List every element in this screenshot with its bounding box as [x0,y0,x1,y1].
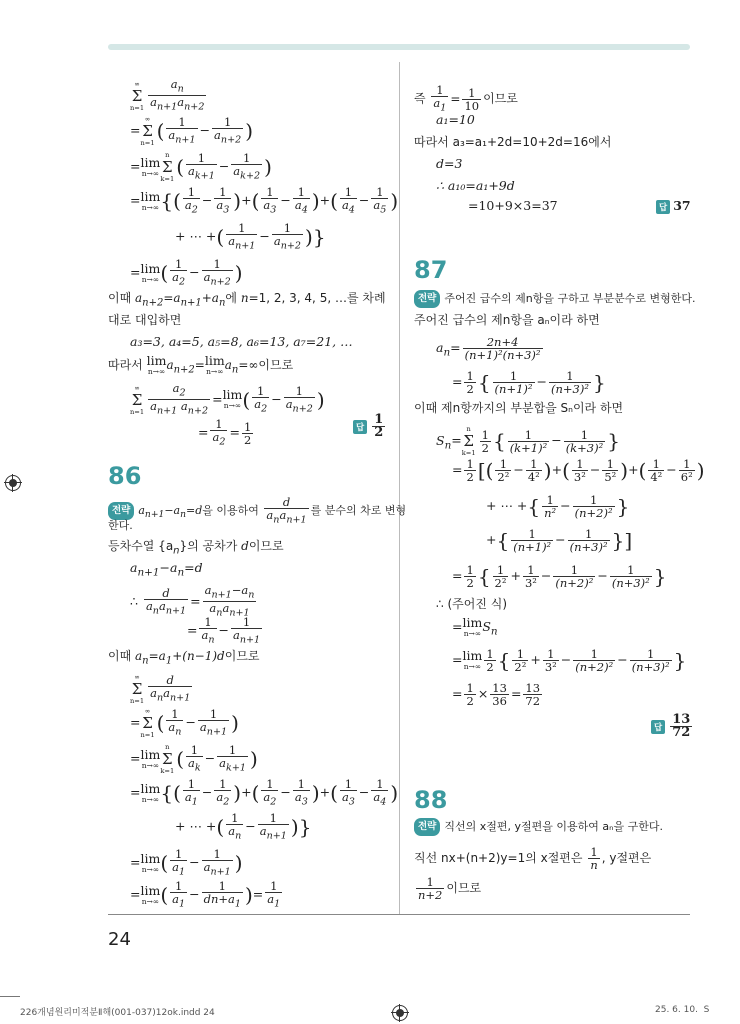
eq-85-line2: =∞ Σ n=1 ( $\frac{1}{a_{n+1}}$ − $\frac{1}{a_{n+2}}$ ) [130,114,254,147]
eq-86-1: $a_{n+1}-a_n=d$ [130,560,203,579]
registration-mark-icon [5,475,21,491]
eq-86-7: = lim n→∞ {( $\frac{1}{a_1}$ − $\frac{1}{a_2}$ )+( $\frac{1}{a_2}$ − $\frac{1}{a_3}$ )+( $\frac{1}{a_3}$ − $\frac{1}{a_4}$ ) [130,777,399,808]
eq-85-line5: + ⋯ +( $\frac{1}{a_{n+1}}$ − $\frac{1}{a_{n+2}}$ )} [175,221,326,252]
eq-86-8: + ⋯ +( $\frac{1}{a_n}$ − $\frac{1}{a_{n+1}}$ )} [175,811,312,842]
text-85-2: 대로 대입하면 [108,313,182,327]
strategy-88: 전략 직선의 x절편, y절편을 이용하여 aₙ을 구한다. [414,818,663,836]
values-85: a₃=3, a₄=5, a₅=8, a₆=13, a₇=21, … [130,334,353,349]
eq-85-line6: = lim n→∞ ( $\frac{1}{a_2}$ − $\frac{1}{a_{n+2}}$ ) [130,257,243,288]
text-86-r3: 따라서 a₃=a₁+2d=10+2d=16에서 [414,135,612,149]
text-87-1: 주어진 급수의 제n항을 aₙ이라 하면 [414,313,600,327]
problem-87-number: 87 [414,256,448,284]
text-86-r4: d=3 [436,156,463,171]
text-86-r5: ∴ a₁₀=a₁+9d [436,178,515,193]
text-87-2: 이때 제n항까지의 부분합을 Sₙ이라 하면 [414,401,624,415]
text-87-3: ∴ (주어진 식) [436,597,507,611]
eq-87-10: = $\frac{1}{2}$ × $\frac{13}{36}$ = $\frac{13}{72}$ [452,681,541,708]
text-86-r1: 즉 $\frac{1}{a_1}$ = $\frac{1}{10}$ 이므로 [414,83,518,114]
bottom-rule [108,914,690,915]
eq-86-5: =∞ Σ n=1 ( $\frac{1}{a_n}$ − $\frac{1}{a_{n+1}}$ ) [130,706,239,739]
text-86-r6: =10+9×3=37 [468,198,558,213]
eq-86-4: ∞ Σ n=1 $\frac{d}{a_na_{n+1}}$ [130,672,191,705]
strategy-87: 전략 주어진 급수의 제n항을 구하고 부분분수로 변형한다. [414,290,695,308]
eq-87-1: $a_n=$ $\frac{2n+4}{\text{(n+1)²(n+3)²}}$ [436,335,541,362]
eq-86-3: = $\frac{1}{a_n}$ − $\frac{1}{a_{n+1}}$ [187,615,261,646]
eq-87-6: +{ $\frac{1}{\text{(n+1)²}}$ − $\frac{1}{\text{(n+3)²}}$ }] [486,527,633,554]
text-88-1: 직선 nx+(n+2)y=1의 x절편은 $\frac{1}{n}$ , y절편은 [414,845,652,872]
footer-filename: 226개념원리미적분Ⅱ해(001-037)12ok.indd 24 [20,1008,215,1018]
answer-87: 답 $\frac{13}{72}$ [651,714,694,739]
text-86-1: 등차수열 $\{a_n\}$의 공차가 d이므로 [108,539,284,557]
column-divider [399,62,400,914]
eq-87-2: = $\frac{1}{2}$ { $\frac{1}{\text{(n+1)²}}$ − $\frac{1}{\text{(n+3)²}}$ } [452,369,606,396]
problem-88-number: 88 [414,786,448,814]
text-85-1: 이때 $a_{n+2}=a_{n+1}+a_n$에 n=1, 2, 3, 4, 5, …를 차례 [108,291,386,309]
eq-85-line8: = $\frac{1}{a_2}$ = $\frac{1}{2}$ [198,417,252,448]
text-86-2: 이때 $a_n=a_1+(n-1)d$이므로 [108,649,260,667]
eq-87-5: + ⋯ +{ $\frac{1}{\text{n²}}$ − $\frac{1}{\text{(n+2)²}}$ } [486,493,630,520]
eq-85-line3: = lim n→∞ n Σ k=1 ( $\frac{1}{a_{k+1}}$ − $\frac{1}{a_{k+2}}$ ) [130,150,272,183]
eq-87-7: = $\frac{1}{2}$ { $\frac{1}{\text{2²}}$ + $\frac{1}{\text{3²}}$ − $\frac{1}{\text{(n+2)²}}$ − $\frac{1}{\text{(n+3)²}}$ } [452,563,667,590]
text-88-2: $\frac{1}{n+2}$ 이므로 [418,875,482,902]
answer-85: 답 $\frac{1}{2}$ [353,414,387,439]
eq-86-10: = lim n→∞ ( $\frac{1}{a_1}$ − $\frac{1}{dn+a_1}$ )= $\frac{1}{a_1}$ [130,879,281,910]
eq-87-8: = lim n→∞ $S_n$ [452,615,498,638]
header-bar [108,44,690,50]
eq-86-6: = lim n→∞ n Σ k=1 ( $\frac{1}{a_k}$ − $\frac{1}{a_{k+1}}$ ) [130,742,258,775]
eq-85-sum: ∞ Σ n=1 $\frac{a_n}{a_{n+1}a_{n+2}}$ [130,77,205,113]
page-number: 24 [108,929,131,950]
text-86-r2: a₁=10 [436,112,475,127]
strategy-86: 전략 $a_{n+1}-a_n=d$을 이용하여 $\frac{d}{a_na_{n+1}}$ 를 분수의 차로 변형 [108,496,406,526]
eq-85-line7: ∞ Σ n=1 $\frac{a_2}{a_{n+1} a_{n+2}}$ = lim n→∞ ( $\frac{1}{a_2}$ − $\frac{1}{a_{n+2}}$ ) [130,381,325,417]
text-85-3: 따라서 lim n→∞ $a_{n+2}=$ lim n→∞ $a_n=\infty$이므로 [108,353,294,376]
footer-date: 25. 6. 10. S [655,1005,710,1015]
answer-86: 답 37 [656,198,691,214]
eq-86-9: = lim n→∞ ( $\frac{1}{a_1}$ − $\frac{1}{a_{n+1}}$ ) [130,847,243,878]
eq-87-9: = lim n→∞ $\frac{1}{2}$ { $\frac{1}{\text{2²}}$ + $\frac{1}{\text{3²}}$ − $\frac{1}{\text{(n+2)²}}$ − $\frac{1}{\text{(n+3)²}}$ } [452,647,687,674]
registration-mark-icon [392,1005,408,1021]
strategy-86-cont: 한다. [108,519,133,532]
eq-87-4: = $\frac{1}{2}$ [( $\frac{1}{\text{2²}}$ − $\frac{1}{\text{4²}}$ )+( $\frac{1}{\text{3²}}$ − $\frac{1}{\text{5²}}$ )+( $\frac{1}{\text{4²}}$ − $\frac{1}{\text{6²}}$ ) [452,457,705,484]
problem-86-number: 86 [108,462,142,490]
eq-86-2: ∴ $\frac{d}{a_na_{n+1}}$ = $\frac{a_{n+1}-a_n}{a_na_{n+1}}$ [130,583,255,619]
eq-85-line4: = lim n→∞ {( $\frac{1}{a_2}$ − $\frac{1}{a_3}$ )+( $\frac{1}{a_3}$ − $\frac{1}{a_4}$ )+( $\frac{1}{a_4}$ − $\frac{1}{a_5}$ ) [130,185,399,216]
eq-87-3: $S_n=n$ Σ k=1 $\frac{1}{2}$ { $\frac{1}{\text{(k+1)²}}$ − $\frac{1}{\text{(k+3)²}}$ } [436,425,620,457]
crop-mark [0,996,20,997]
